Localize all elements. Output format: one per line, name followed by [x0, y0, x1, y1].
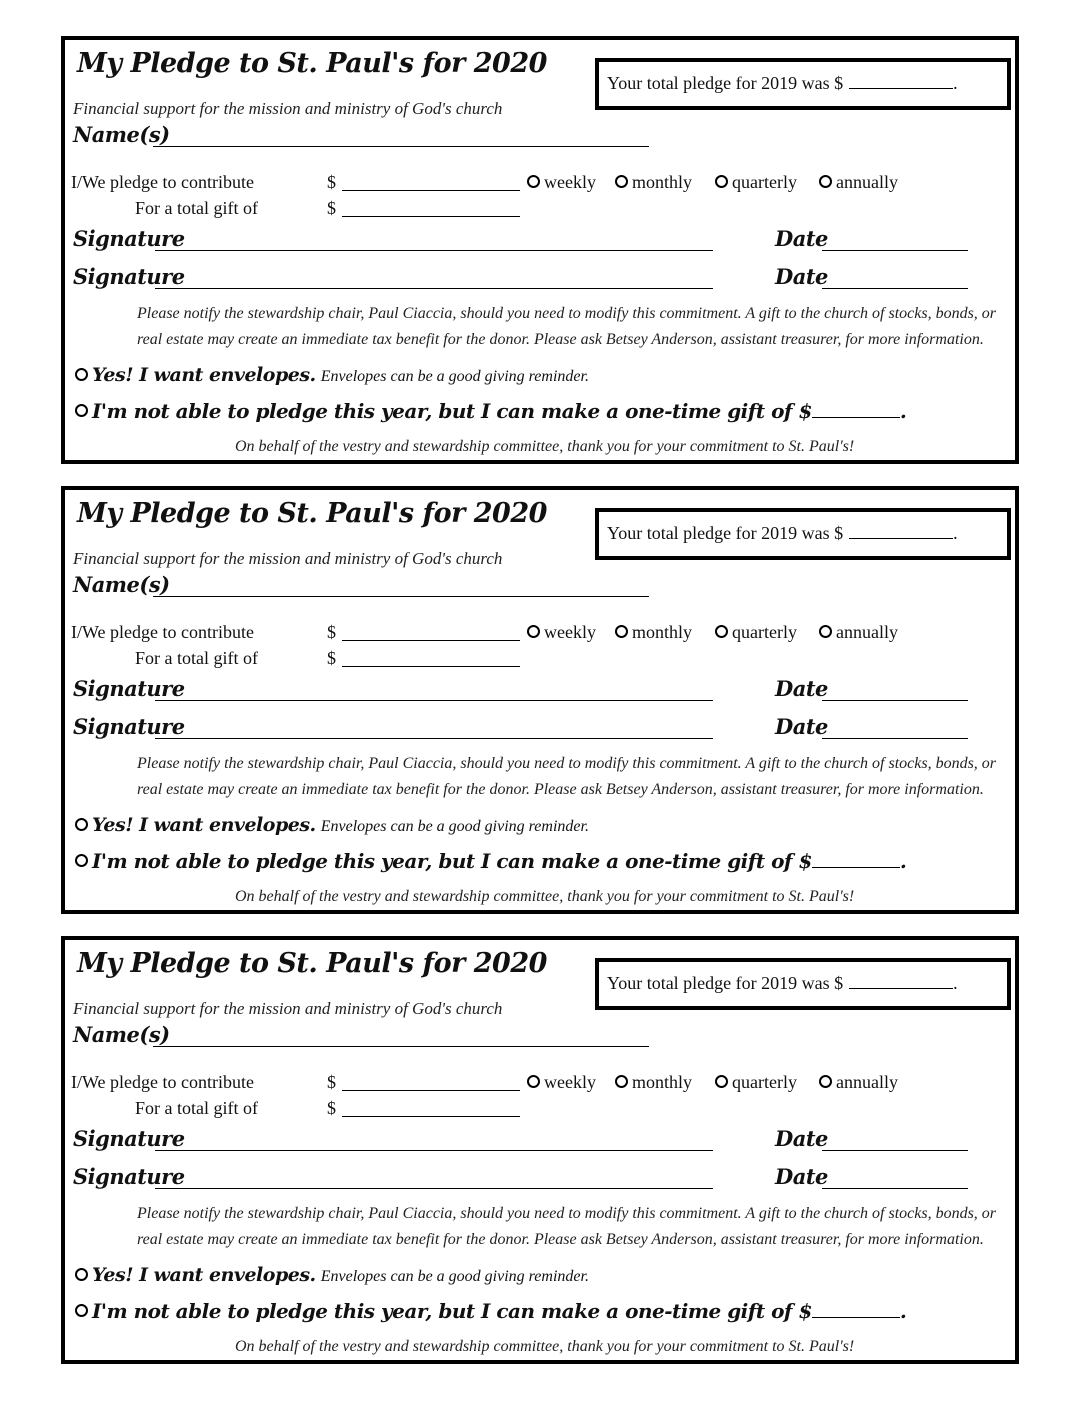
- total-amount-field[interactable]: [342, 216, 520, 217]
- envelopes-label: Yes! I want envelopes.: [92, 814, 316, 836]
- previous-pledge-box: [595, 958, 1011, 1010]
- pledge-label: I/We pledge to contribute: [71, 622, 254, 642]
- signature-label: Signature: [73, 1126, 185, 1151]
- previous-pledge-end: .: [953, 973, 958, 993]
- radio-bullet-icon: [75, 854, 88, 867]
- pledge-amount-field[interactable]: [342, 640, 520, 641]
- notice-line: real estate may create an immediate tax benefit for the donor. Please ask Betsey Anderson, assistant treasurer, for more information.: [137, 781, 984, 798]
- radio-bullet-icon: [75, 1304, 88, 1317]
- option-label: weekly: [544, 1072, 596, 1092]
- option-label: weekly: [544, 172, 596, 192]
- previous-pledge-end: .: [953, 73, 958, 93]
- pledge-card: [61, 486, 1019, 914]
- signature-label: Signature: [73, 1164, 185, 1189]
- signature-label: Signature: [73, 264, 185, 289]
- radio-bullet-icon: [527, 1075, 540, 1088]
- previous-pledge-text: Your total pledge for 2019 was $: [607, 523, 844, 543]
- option-weekly[interactable]: [527, 172, 596, 193]
- option-quarterly[interactable]: [715, 172, 797, 193]
- envelopes-option[interactable]: [75, 814, 589, 836]
- date-label: Date: [775, 1164, 828, 1189]
- card-title: My Pledge to St. Paul's for 2020: [77, 948, 547, 979]
- option-quarterly[interactable]: [715, 622, 797, 643]
- pledge-amount-field[interactable]: [342, 190, 520, 191]
- one-time-amount-field[interactable]: [812, 849, 900, 868]
- card-subtitle: Financial support for the mission and ministry of God's church: [73, 99, 503, 118]
- option-label: annually: [836, 1072, 898, 1092]
- radio-bullet-icon: [527, 625, 540, 638]
- date-label: Date: [775, 714, 828, 739]
- signature-label: Signature: [73, 714, 185, 739]
- name-label: Name(s): [73, 572, 170, 597]
- option-annually[interactable]: [819, 172, 898, 193]
- radio-bullet-icon: [75, 368, 88, 381]
- radio-bullet-icon: [615, 1075, 628, 1088]
- envelopes-note: Envelopes can be a good giving reminder.: [320, 1268, 589, 1285]
- option-quarterly[interactable]: [715, 1072, 797, 1093]
- thank-you-note: On behalf of the vestry and stewardship committee, thank you for your commitment to St. Paul's!: [235, 438, 855, 455]
- previous-pledge-blank[interactable]: [849, 972, 953, 989]
- notice-line: Please notify the stewardship chair, Paul Ciaccia, should you need to modify this commitment. A gift to the church of stocks, bonds, or: [137, 1205, 997, 1222]
- currency-sign: $: [327, 172, 336, 192]
- option-annually[interactable]: [819, 1072, 898, 1093]
- date-label: Date: [775, 226, 828, 251]
- notice-line: real estate may create an immediate tax benefit for the donor. Please ask Betsey Anderson, assistant treasurer, for more information.: [137, 331, 984, 348]
- name-field[interactable]: [153, 1046, 649, 1047]
- pledge-card: [61, 36, 1019, 464]
- option-label: quarterly: [732, 172, 797, 192]
- one-time-label: I'm not able to pledge this year, but I can make a one-time gift of $: [92, 1299, 812, 1323]
- card-title: My Pledge to St. Paul's for 2020: [77, 48, 547, 79]
- envelopes-note: Envelopes can be a good giving reminder.: [320, 818, 589, 835]
- one-time-label: I'm not able to pledge this year, but I can make a one-time gift of $: [92, 399, 812, 423]
- previous-pledge-text: Your total pledge for 2019 was $: [607, 973, 844, 993]
- radio-bullet-icon: [75, 404, 88, 417]
- envelopes-label: Yes! I want envelopes.: [92, 364, 316, 386]
- date-field[interactable]: [822, 1188, 968, 1189]
- option-monthly[interactable]: [615, 1072, 692, 1093]
- radio-bullet-icon: [615, 625, 628, 638]
- envelopes-option[interactable]: [75, 364, 589, 386]
- currency-sign: $: [327, 198, 336, 218]
- thank-you-note: On behalf of the vestry and stewardship committee, thank you for your commitment to St. Paul's!: [235, 888, 855, 905]
- signature-field[interactable]: [155, 738, 713, 739]
- envelopes-label: Yes! I want envelopes.: [92, 1264, 316, 1286]
- previous-pledge-text: Your total pledge for 2019 was $: [607, 73, 844, 93]
- radio-bullet-icon: [819, 1075, 832, 1088]
- signature-field[interactable]: [155, 1150, 713, 1151]
- stewardship-notice: [137, 1201, 996, 1253]
- radio-bullet-icon: [819, 175, 832, 188]
- previous-pledge-box: [595, 58, 1011, 110]
- signature-field[interactable]: [155, 288, 713, 289]
- stewardship-notice: [137, 751, 996, 803]
- envelopes-note: Envelopes can be a good giving reminder.: [320, 368, 589, 385]
- option-annually[interactable]: [819, 622, 898, 643]
- thank-you-note: On behalf of the vestry and stewardship committee, thank you for your commitment to St. Paul's!: [235, 1338, 855, 1355]
- radio-bullet-icon: [75, 1268, 88, 1281]
- one-time-label: I'm not able to pledge this year, but I can make a one-time gift of $: [92, 849, 812, 873]
- signature-field[interactable]: [155, 700, 713, 701]
- currency-sign: $: [327, 622, 336, 642]
- signature-field[interactable]: [155, 1188, 713, 1189]
- date-label: Date: [775, 264, 828, 289]
- radio-bullet-icon: [75, 818, 88, 831]
- radio-bullet-icon: [615, 175, 628, 188]
- date-field[interactable]: [822, 288, 968, 289]
- card-subtitle: Financial support for the mission and ministry of God's church: [73, 999, 503, 1018]
- date-field[interactable]: [822, 250, 968, 251]
- option-label: annually: [836, 172, 898, 192]
- date-label: Date: [775, 1126, 828, 1151]
- total-label: For a total gift of: [135, 198, 258, 218]
- total-amount-field[interactable]: [342, 1116, 520, 1117]
- pledge-label: I/We pledge to contribute: [71, 172, 254, 192]
- date-field[interactable]: [822, 738, 968, 739]
- one-time-amount-field[interactable]: [812, 399, 900, 418]
- one-time-gift-option[interactable]: [75, 1299, 906, 1323]
- total-label: For a total gift of: [135, 1098, 258, 1118]
- one-time-gift-option[interactable]: [75, 849, 906, 873]
- one-time-end: .: [899, 849, 907, 873]
- date-field[interactable]: [822, 1150, 968, 1151]
- radio-bullet-icon: [527, 175, 540, 188]
- one-time-end: .: [899, 399, 907, 423]
- radio-bullet-icon: [715, 625, 728, 638]
- pledge-card: [61, 936, 1019, 1364]
- currency-sign: $: [327, 1072, 336, 1092]
- option-label: monthly: [632, 172, 693, 192]
- option-weekly[interactable]: [527, 1072, 596, 1093]
- currency-sign: $: [327, 648, 336, 668]
- previous-pledge-end: .: [953, 523, 958, 543]
- notice-line: Please notify the stewardship chair, Paul Ciaccia, should you need to modify this commitment. A gift to the church of stocks, bonds, or: [137, 305, 997, 322]
- card-subtitle: Financial support for the mission and ministry of God's church: [73, 549, 503, 568]
- option-label: monthly: [632, 1072, 693, 1092]
- option-label: quarterly: [732, 1072, 797, 1092]
- option-label: monthly: [632, 622, 693, 642]
- radio-bullet-icon: [715, 1075, 728, 1088]
- currency-sign: $: [327, 1098, 336, 1118]
- pledge-amount-field[interactable]: [342, 1090, 520, 1091]
- date-field[interactable]: [822, 700, 968, 701]
- date-label: Date: [775, 676, 828, 701]
- one-time-end: .: [899, 1299, 907, 1323]
- name-label: Name(s): [73, 122, 170, 147]
- radio-bullet-icon: [715, 175, 728, 188]
- signature-label: Signature: [73, 676, 185, 701]
- notice-line: Please notify the stewardship chair, Paul Ciaccia, should you need to modify this commitment. A gift to the church of stocks, bonds, or: [137, 755, 997, 772]
- option-weekly[interactable]: [527, 622, 596, 643]
- option-monthly[interactable]: [615, 172, 692, 193]
- option-monthly[interactable]: [615, 622, 692, 643]
- total-amount-field[interactable]: [342, 666, 520, 667]
- radio-bullet-icon: [819, 625, 832, 638]
- option-label: weekly: [544, 622, 596, 642]
- option-label: annually: [836, 622, 898, 642]
- pledge-label: I/We pledge to contribute: [71, 1072, 254, 1092]
- stewardship-notice: [137, 301, 996, 353]
- name-label: Name(s): [73, 1022, 170, 1047]
- one-time-amount-field[interactable]: [812, 1299, 900, 1318]
- one-time-gift-option[interactable]: [75, 399, 906, 423]
- option-label: quarterly: [732, 622, 797, 642]
- name-field[interactable]: [153, 596, 649, 597]
- signature-label: Signature: [73, 226, 185, 251]
- signature-field[interactable]: [155, 250, 713, 251]
- envelopes-option[interactable]: [75, 1264, 589, 1286]
- notice-line: real estate may create an immediate tax benefit for the donor. Please ask Betsey Anderson, assistant treasurer, for more information.: [137, 1231, 984, 1248]
- name-field[interactable]: [153, 146, 649, 147]
- total-label: For a total gift of: [135, 648, 258, 668]
- card-title: My Pledge to St. Paul's for 2020: [77, 498, 547, 529]
- previous-pledge-box: [595, 508, 1011, 560]
- previous-pledge-blank[interactable]: [849, 522, 953, 539]
- previous-pledge-blank[interactable]: [849, 72, 953, 89]
